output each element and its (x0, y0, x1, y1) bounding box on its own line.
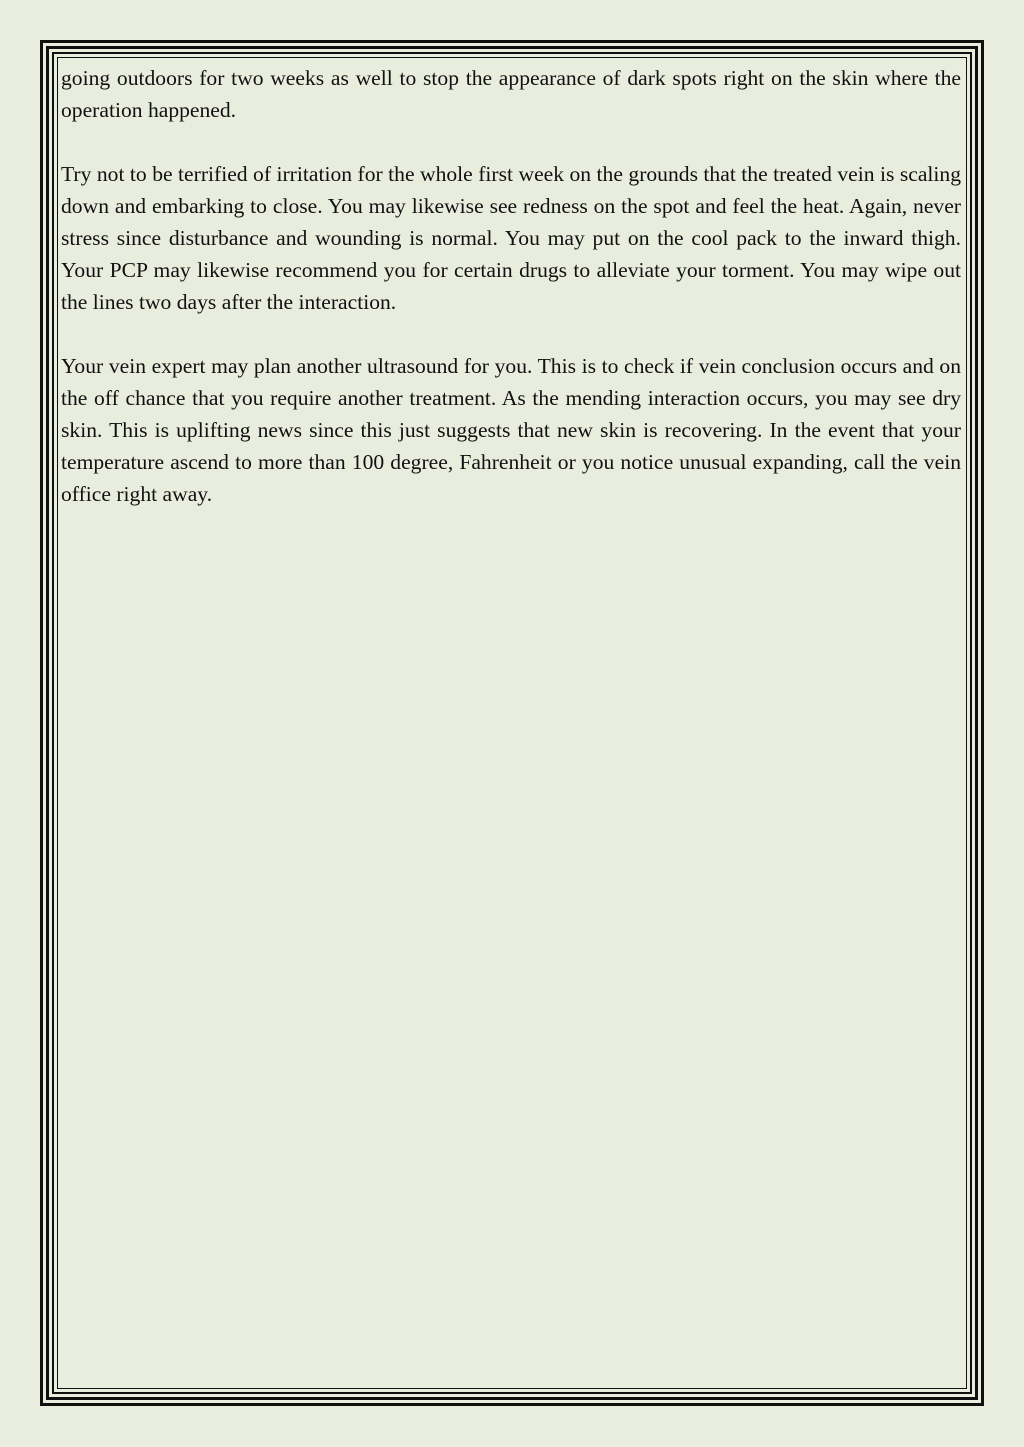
paragraph-3: Your vein expert may plan another ultrasound for you. This is to check if vein conclusion occurs and on the off chance that you require another treatment. As the mending interaction occurs, you may see dry skin. This is uplifting news since this just suggests that new skin is recovering. In the event that your temperature ascend to more than 100 degree, Fahrenheit or you notice unusual expanding, call the vein office right away. (61, 354, 961, 506)
document-body (61, 62, 961, 542)
paragraph-1: going outdoors for two weeks as well to stop the appearance of dark spots right on the skin where the operation happened. (61, 66, 961, 122)
paragraph-2: Try not to be terrified of irritation for the whole first week on the grounds that the treated vein is scaling down and embarking to close. You may likewise see redness on the spot and feel the heat. Again, never stress since disturbance and wounding is normal. You may put on the cool pack to the inward thigh. Your PCP may likewise recommend you for certain drugs to alleviate your torment. You may wipe out the lines two days after the interaction. (61, 162, 961, 314)
